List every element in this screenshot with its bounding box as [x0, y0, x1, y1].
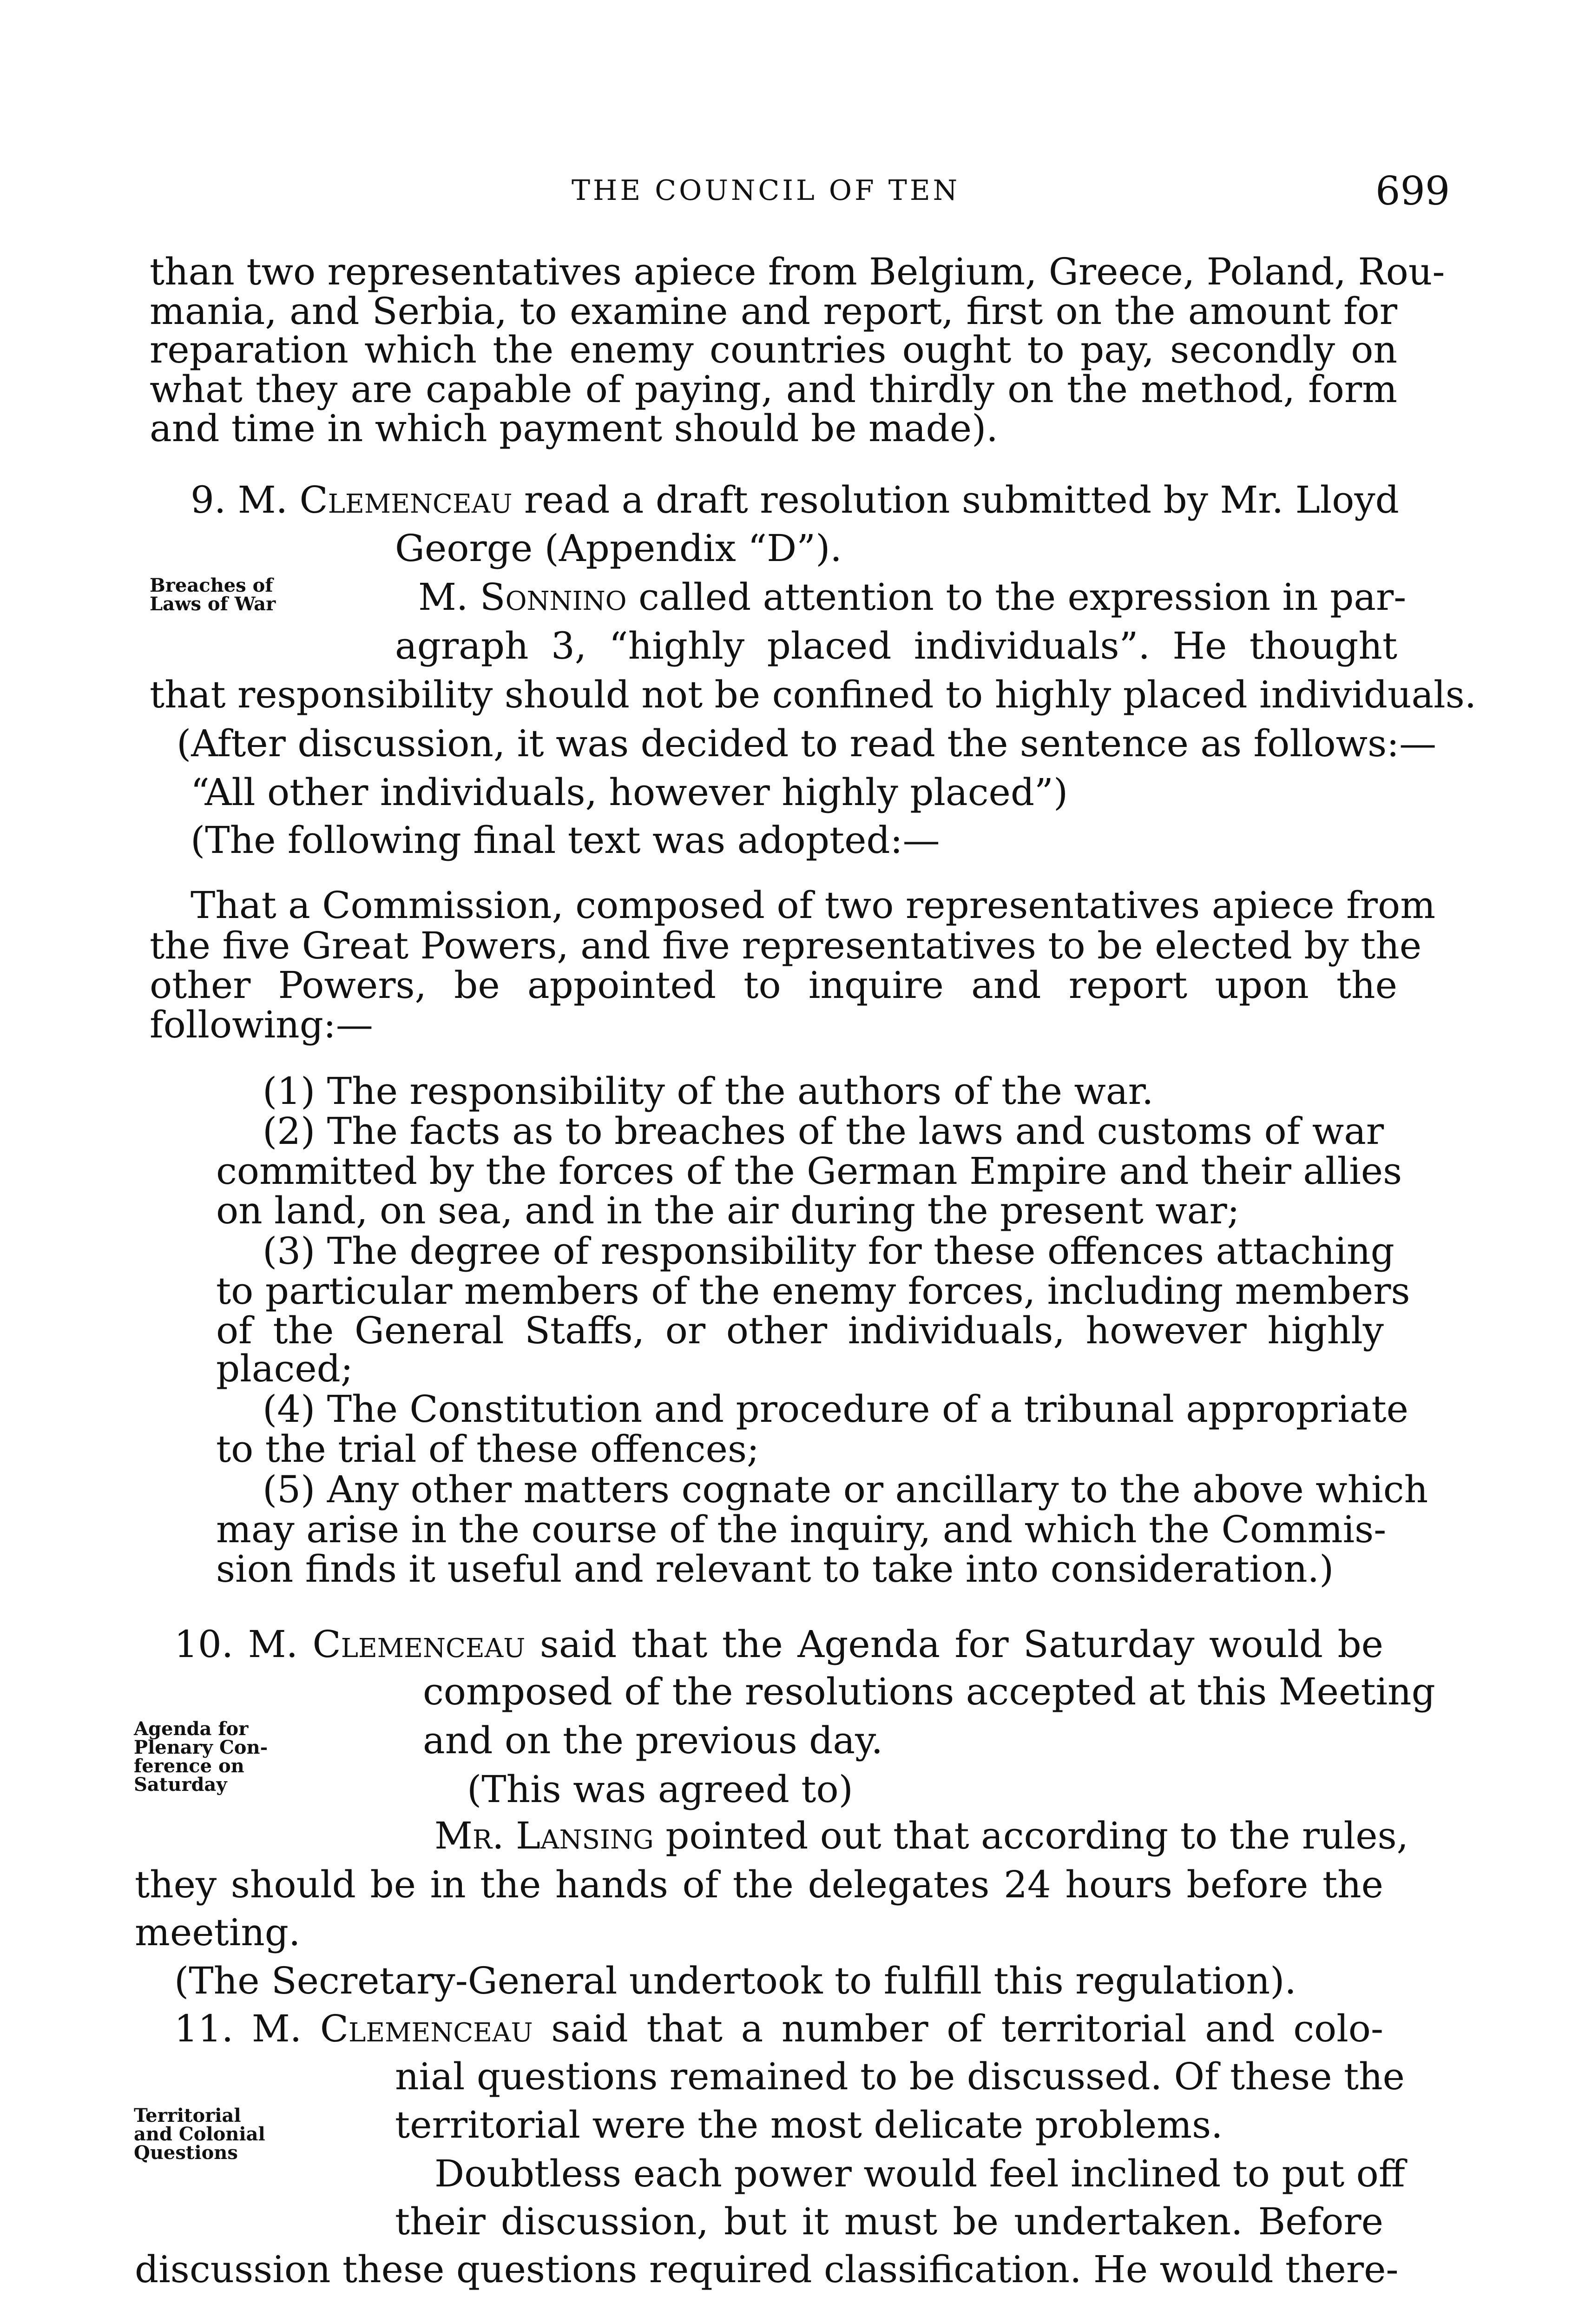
- speaker-name: Clemenceau: [312, 1623, 526, 1666]
- margin-note-agenda: Agenda for Plenary Con- ference on Saturday: [134, 1718, 268, 1796]
- text-line: the five Great Powers, and five representatives to be elected by the: [150, 924, 1422, 967]
- text-line: and time in which payment should be made).: [150, 407, 998, 450]
- page-number: 699: [1375, 168, 1450, 214]
- text-line: and on the previous day.: [423, 1719, 883, 1762]
- text-line: what they are capable of paying, and thirdly on the method, form: [150, 368, 1397, 411]
- margin-note-breaches: Breaches of Laws of War: [150, 574, 276, 615]
- list-item: sion finds it useful and relevant to take into consideration.): [216, 1547, 1334, 1591]
- list-item: (2) The facts as to breaches of the laws and customs of war: [263, 1109, 1384, 1153]
- list-item: to the trial of these offences;: [216, 1427, 759, 1471]
- lansing-line: Mr. Lansing pointed out that according to the rules,: [434, 1814, 1409, 1857]
- text-line: other Powers, be appointed to inquire and report upon the: [150, 964, 1397, 1007]
- text-line: Doubtless each power would feel inclined to put off: [434, 2152, 1405, 2195]
- list-item: on land, on sea, and in the air during the present war;: [216, 1189, 1240, 1232]
- text-line: (The following final text was adopted:—: [191, 819, 940, 862]
- list-item: may arise in the course of the inquiry, and which the Commis-: [216, 1508, 1387, 1551]
- list-item: (4) The Constitution and procedure of a tribunal appropriate: [263, 1387, 1409, 1431]
- text-line: agraph 3, “highly placed individuals”. He thought: [395, 624, 1397, 667]
- text-line: mania, and Serbia, to examine and report, first on the amount for: [150, 290, 1397, 333]
- text-line: territorial were the most delicate problems.: [395, 2103, 1223, 2146]
- list-item: to particular members of the enemy forces, including members: [216, 1269, 1410, 1313]
- text-line: George (Appendix “D”).: [395, 527, 842, 570]
- item-9-first-line: 9. M. Clemenceau read a draft resolution submitted by Mr. Lloyd: [191, 478, 1399, 522]
- text-line: “All other individuals, however highly placed”): [191, 771, 1068, 814]
- list-item: committed by the forces of the German Empire and their allies: [216, 1149, 1402, 1193]
- speaker-name: Sonnino: [480, 575, 627, 619]
- text-line: reparation which the enemy countries ought to pay, secondly on: [150, 328, 1397, 371]
- text-line: composed of the resolutions accepted at this Meeting: [423, 1670, 1435, 1713]
- text-line: they should be in the hands of the delegates 24 hours before the: [135, 1863, 1383, 1906]
- list-item: (5) Any other matters cognate or ancillary to the above which: [263, 1468, 1428, 1511]
- text-line: discussion these questions required classification. He would there-: [135, 2248, 1399, 2291]
- list-item: (3) The degree of responsibility for these offences attaching: [263, 1229, 1394, 1273]
- text-line: that responsibility should not be confined to highly placed individuals.: [150, 673, 1477, 716]
- text-line: That a Commission, composed of two representatives apiece from: [191, 884, 1436, 927]
- text-line: following:—: [150, 1003, 373, 1046]
- margin-note-territorial: Territorial and Colonial Questions: [134, 2105, 265, 2164]
- list-item: placed;: [216, 1347, 353, 1390]
- text-line: nial questions remained to be discussed. Of these the: [395, 2055, 1405, 2098]
- text-line: than two representatives apiece from Belgium, Greece, Poland, Rou-: [150, 250, 1445, 293]
- text-line: (After discussion, it was decided to read the sentence as follows:—: [177, 722, 1437, 765]
- speaker-name: Lansing: [515, 1814, 654, 1857]
- running-header: THE COUNCIL OF TEN: [572, 174, 960, 207]
- item-10-first-line: 10. M. Clemenceau said that the Agenda for Saturday would be: [174, 1623, 1383, 1666]
- item-11-first-line: 11. M. Clemenceau said that a number of territorial and colo-: [174, 2007, 1384, 2050]
- list-item: (1) The responsibility of the authors of the war.: [263, 1070, 1154, 1113]
- text-line: (This was agreed to): [467, 1768, 853, 1811]
- speaker-name: Clemenceau: [320, 2007, 533, 2050]
- text-line: meeting.: [135, 1911, 301, 1954]
- list-item: of the General Staffs, or other individuals, however highly: [216, 1309, 1384, 1352]
- text-line: their discussion, but it must be undertaken. Before: [395, 2200, 1383, 2243]
- text-line: (The Secretary-General undertook to fulfill this regulation).: [174, 1959, 1296, 2002]
- sonnino-line: M. Sonnino called attention to the expression in par-: [418, 575, 1407, 619]
- speaker-name: Clemenceau: [299, 478, 513, 522]
